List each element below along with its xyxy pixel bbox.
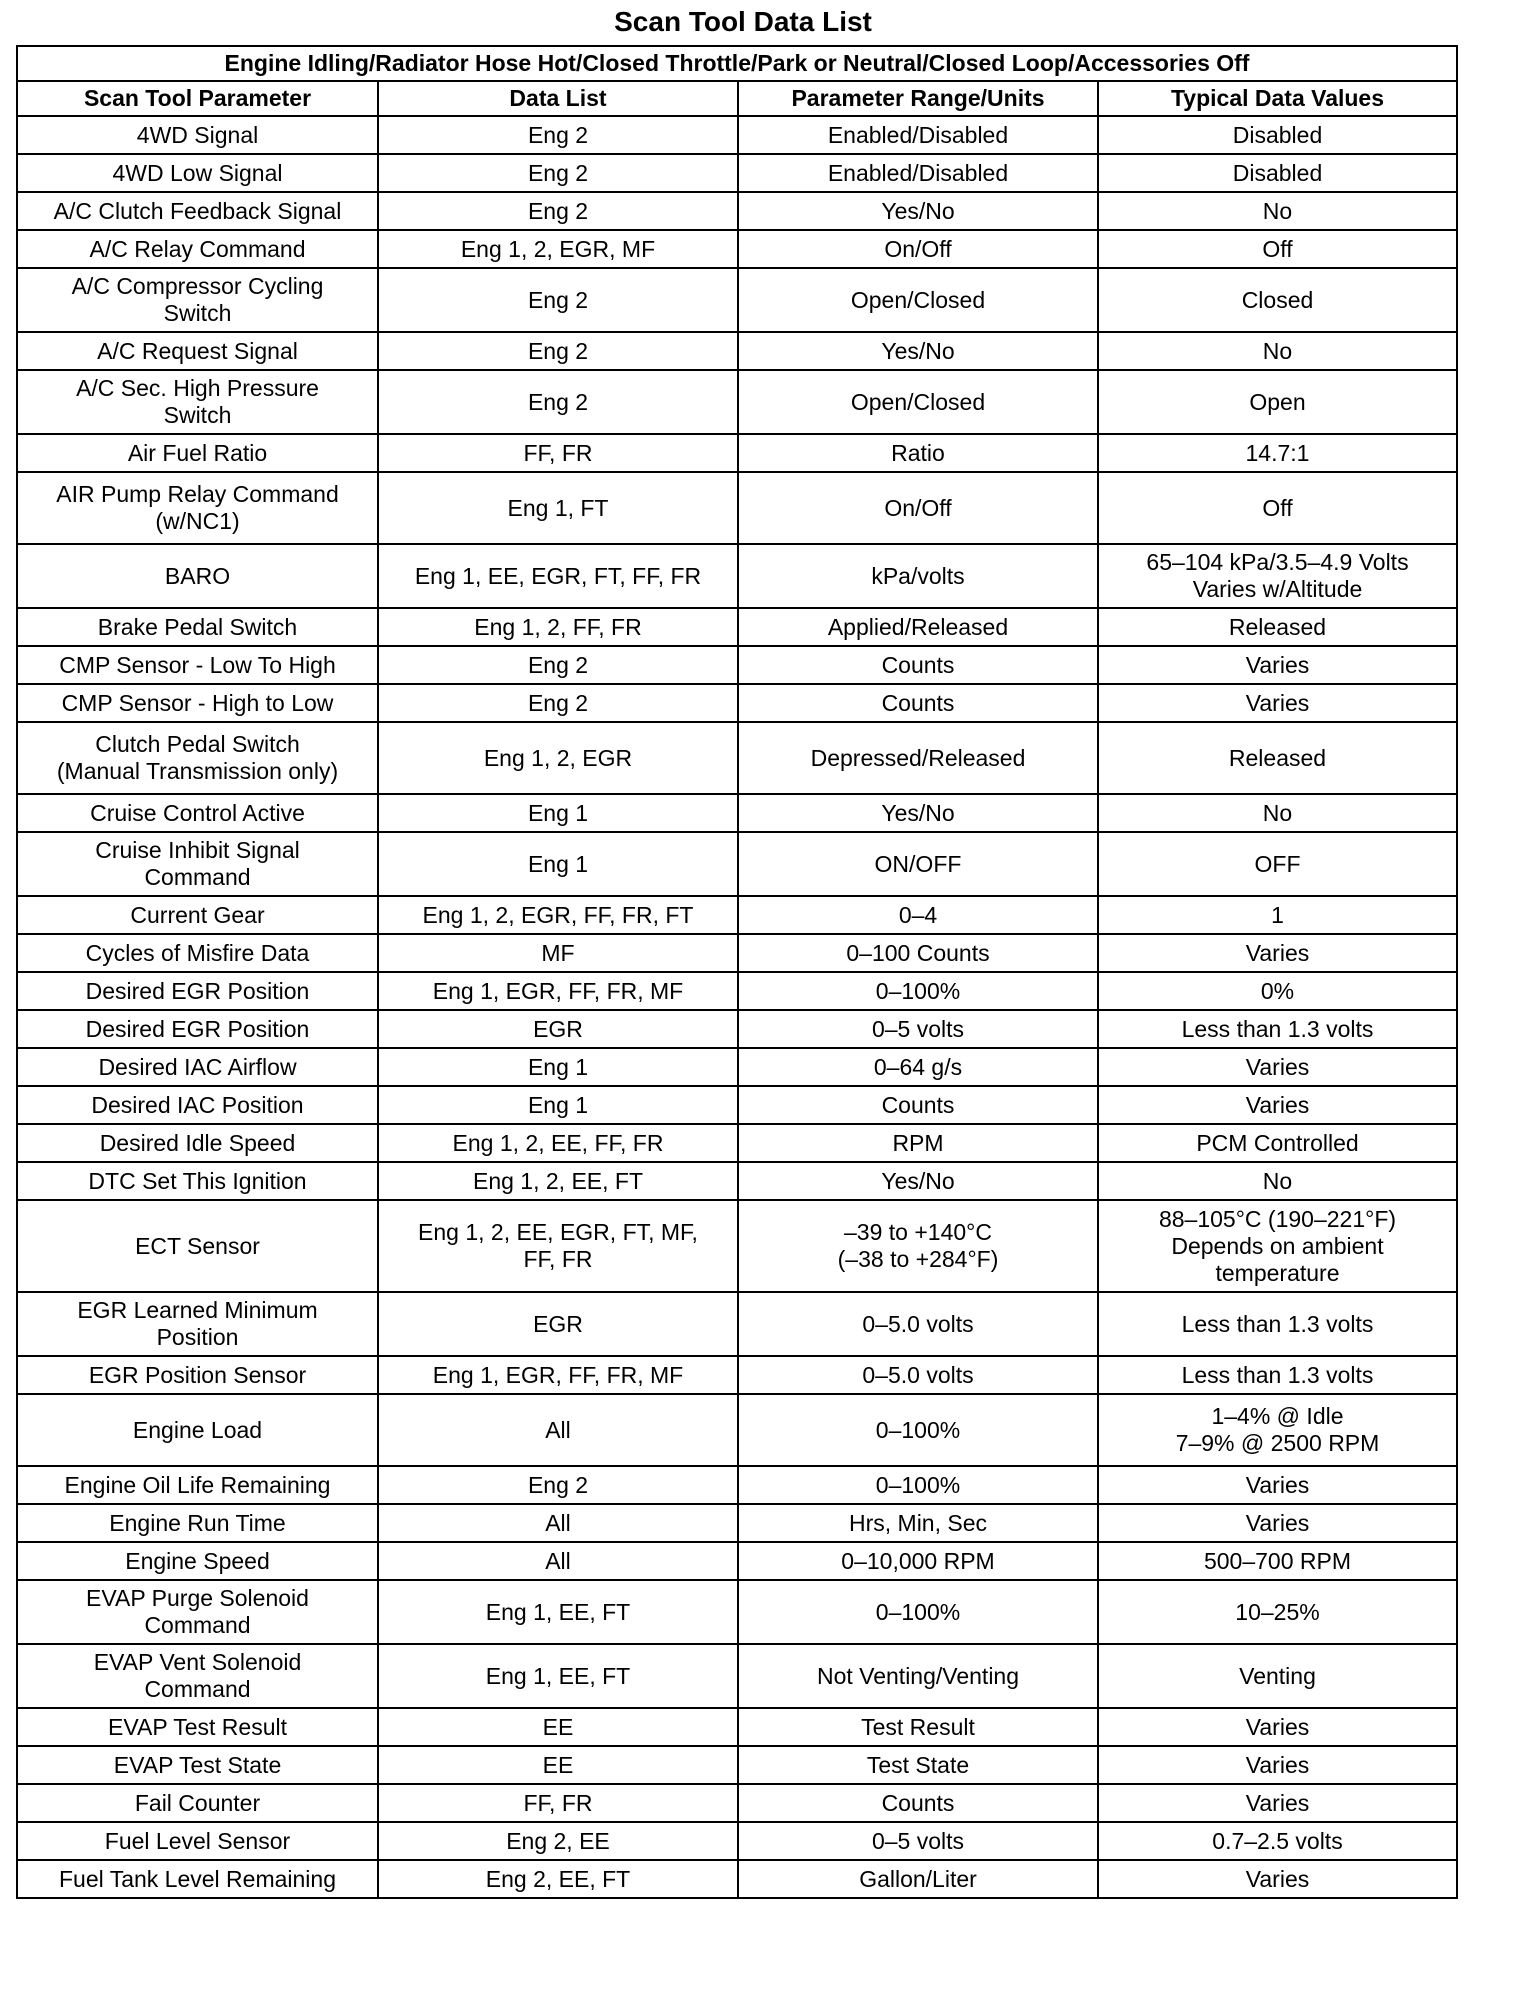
cell-data-list: Eng 1 (378, 1048, 738, 1086)
cell-typical-values: No (1098, 794, 1457, 832)
cell-range-units: Hrs, Min, Sec (738, 1504, 1098, 1542)
table-row (17, 1644, 1457, 1708)
column-header-range-units: Parameter Range/Units (738, 81, 1098, 116)
table-row (17, 1200, 1457, 1292)
table-row (17, 722, 1457, 794)
cell-data-list: Eng 1, 2, EE, EGR, FT, MF, FF, FR (378, 1200, 738, 1292)
table-row (17, 1466, 1457, 1504)
cell-parameter: Desired IAC Position (17, 1086, 378, 1124)
cell-typical-values: Off (1098, 230, 1457, 268)
table-row (17, 116, 1457, 154)
table-row (17, 684, 1457, 722)
table-row (17, 1162, 1457, 1200)
cell-typical-values: Venting (1098, 1644, 1457, 1708)
cell-parameter: Desired EGR Position (17, 1010, 378, 1048)
cell-typical-values: Varies (1098, 1708, 1457, 1746)
cell-range-units: 0–10,000 RPM (738, 1542, 1098, 1580)
table-row (17, 1086, 1457, 1124)
cell-data-list: Eng 2 (378, 646, 738, 684)
cell-data-list: Eng 1, EE, EGR, FT, FF, FR (378, 544, 738, 608)
cell-parameter: Cruise Control Active (17, 794, 378, 832)
cell-range-units: Counts (738, 1784, 1098, 1822)
cell-data-list: MF (378, 934, 738, 972)
cell-range-units: Depressed/Released (738, 722, 1098, 794)
cell-parameter: CMP Sensor - Low To High (17, 646, 378, 684)
cell-parameter: A/C Sec. High Pressure Switch (17, 370, 378, 434)
cell-data-list: Eng 2, EE (378, 1822, 738, 1860)
cell-data-list: Eng 1, 2, EE, FT (378, 1162, 738, 1200)
cell-data-list: All (378, 1394, 738, 1466)
cell-range-units: 0–64 g/s (738, 1048, 1098, 1086)
cell-typical-values: Varies (1098, 646, 1457, 684)
cell-data-list: Eng 2 (378, 116, 738, 154)
cell-range-units: Counts (738, 1086, 1098, 1124)
column-header-data-list: Data List (378, 81, 738, 116)
cell-range-units: Open/Closed (738, 268, 1098, 332)
cell-parameter: EVAP Test Result (17, 1708, 378, 1746)
cell-data-list: Eng 1, EGR, FF, FR, MF (378, 1356, 738, 1394)
cell-data-list: Eng 1, 2, EE, FF, FR (378, 1124, 738, 1162)
cell-range-units: Test State (738, 1746, 1098, 1784)
table-row (17, 1048, 1457, 1086)
cell-typical-values: Varies (1098, 1086, 1457, 1124)
table-row (17, 794, 1457, 832)
cell-data-list: Eng 1 (378, 832, 738, 896)
cell-parameter: Desired Idle Speed (17, 1124, 378, 1162)
cell-data-list: All (378, 1504, 738, 1542)
cell-data-list: EE (378, 1746, 738, 1784)
conditions-header: Engine Idling/Radiator Hose Hot/Closed Throttle/Park or Neutral/Closed Loop/Accessories Off (17, 46, 1457, 81)
cell-range-units: Enabled/Disabled (738, 116, 1098, 154)
cell-range-units: Yes/No (738, 332, 1098, 370)
table-row (17, 832, 1457, 896)
table-row (17, 1822, 1457, 1860)
cell-range-units: Yes/No (738, 192, 1098, 230)
cell-data-list: Eng 2 (378, 684, 738, 722)
cell-range-units: Enabled/Disabled (738, 154, 1098, 192)
cell-data-list: Eng 2 (378, 154, 738, 192)
cell-data-list: Eng 1, EE, FT (378, 1580, 738, 1644)
cell-data-list: All (378, 1542, 738, 1580)
cell-typical-values: No (1098, 1162, 1457, 1200)
cell-range-units: 0–4 (738, 896, 1098, 934)
cell-parameter: ECT Sensor (17, 1200, 378, 1292)
cell-data-list: Eng 1, 2, EGR, MF (378, 230, 738, 268)
cell-parameter: A/C Compressor Cycling Switch (17, 268, 378, 332)
table-row (17, 608, 1457, 646)
cell-range-units: 0–5.0 volts (738, 1292, 1098, 1356)
cell-typical-values: 0% (1098, 972, 1457, 1010)
cell-range-units: kPa/volts (738, 544, 1098, 608)
column-header-typical-values: Typical Data Values (1098, 81, 1457, 116)
cell-typical-values: Varies (1098, 1746, 1457, 1784)
cell-parameter: Fuel Level Sensor (17, 1822, 378, 1860)
cell-data-list: EGR (378, 1292, 738, 1356)
cell-typical-values: Less than 1.3 volts (1098, 1356, 1457, 1394)
cell-parameter: Clutch Pedal Switch (Manual Transmission only) (17, 722, 378, 794)
table-row (17, 896, 1457, 934)
table-row (17, 972, 1457, 1010)
cell-range-units: 0–100% (738, 1466, 1098, 1504)
cell-parameter: Current Gear (17, 896, 378, 934)
cell-typical-values: 1–4% @ Idle 7–9% @ 2500 RPM (1098, 1394, 1457, 1466)
cell-data-list: Eng 2 (378, 332, 738, 370)
cell-range-units: 0–100 Counts (738, 934, 1098, 972)
cell-range-units: 0–5 volts (738, 1010, 1098, 1048)
cell-data-list: FF, FR (378, 1784, 738, 1822)
cell-range-units: Gallon/Liter (738, 1860, 1098, 1898)
table-row (17, 472, 1457, 544)
cell-parameter: Cruise Inhibit Signal Command (17, 832, 378, 896)
cell-data-list: Eng 2, EE, FT (378, 1860, 738, 1898)
page-title: Scan Tool Data List (614, 6, 872, 37)
cell-data-list: Eng 1, FT (378, 472, 738, 544)
cell-parameter: Engine Oil Life Remaining (17, 1466, 378, 1504)
cell-typical-values: Released (1098, 722, 1457, 794)
cell-typical-values: Open (1098, 370, 1457, 434)
cell-typical-values: 10–25% (1098, 1580, 1457, 1644)
cell-parameter: Fail Counter (17, 1784, 378, 1822)
cell-parameter: EVAP Purge Solenoid Command (17, 1580, 378, 1644)
table-row (17, 332, 1457, 370)
table-row (17, 370, 1457, 434)
cell-data-list: Eng 1, EGR, FF, FR, MF (378, 972, 738, 1010)
table-row (17, 1746, 1457, 1784)
cell-typical-values: Closed (1098, 268, 1457, 332)
cell-typical-values: Varies (1098, 1860, 1457, 1898)
cell-range-units: Ratio (738, 434, 1098, 472)
cell-typical-values: Disabled (1098, 116, 1457, 154)
cell-range-units: 0–5.0 volts (738, 1356, 1098, 1394)
table-row (17, 934, 1457, 972)
cell-parameter: EVAP Vent Solenoid Command (17, 1644, 378, 1708)
cell-range-units: 0–5 volts (738, 1822, 1098, 1860)
table-row (17, 1394, 1457, 1466)
cell-typical-values: Less than 1.3 volts (1098, 1292, 1457, 1356)
table-row (17, 1504, 1457, 1542)
cell-typical-values: 1 (1098, 896, 1457, 934)
cell-range-units: RPM (738, 1124, 1098, 1162)
cell-typical-values: Varies (1098, 1784, 1457, 1822)
cell-range-units: Counts (738, 684, 1098, 722)
table-row (17, 192, 1457, 230)
cell-range-units: Test Result (738, 1708, 1098, 1746)
cell-parameter: 4WD Signal (17, 116, 378, 154)
cell-typical-values: 500–700 RPM (1098, 1542, 1457, 1580)
cell-typical-values: 65–104 kPa/3.5–4.9 Volts Varies w/Altitude (1098, 544, 1457, 608)
cell-parameter: Fuel Tank Level Remaining (17, 1860, 378, 1898)
table-row (17, 1784, 1457, 1822)
cell-typical-values: Less than 1.3 volts (1098, 1010, 1457, 1048)
cell-range-units: 0–100% (738, 1580, 1098, 1644)
table-row (17, 268, 1457, 332)
cell-parameter: Engine Run Time (17, 1504, 378, 1542)
cell-range-units: Applied/Released (738, 608, 1098, 646)
cell-data-list: Eng 2 (378, 370, 738, 434)
cell-typical-values: No (1098, 332, 1457, 370)
cell-parameter: EVAP Test State (17, 1746, 378, 1784)
cell-range-units: Counts (738, 646, 1098, 684)
column-header-row (17, 81, 1457, 116)
cell-typical-values: 0.7–2.5 volts (1098, 1822, 1457, 1860)
cell-data-list: Eng 1, 2, FF, FR (378, 608, 738, 646)
cell-data-list: EGR (378, 1010, 738, 1048)
cell-typical-values: Disabled (1098, 154, 1457, 192)
cell-typical-values: 88–105°C (190–221°F) Depends on ambient temperature (1098, 1200, 1457, 1292)
cell-data-list: Eng 1, EE, FT (378, 1644, 738, 1708)
table-row (17, 230, 1457, 268)
cell-parameter: A/C Clutch Feedback Signal (17, 192, 378, 230)
table-row (17, 434, 1457, 472)
cell-range-units: Yes/No (738, 794, 1098, 832)
table-row (17, 1860, 1457, 1898)
cell-typical-values: No (1098, 192, 1457, 230)
cell-parameter: Cycles of Misfire Data (17, 934, 378, 972)
cell-typical-values: Varies (1098, 1466, 1457, 1504)
column-header-parameter: Scan Tool Parameter (17, 81, 378, 116)
cell-parameter: DTC Set This Ignition (17, 1162, 378, 1200)
cell-parameter: A/C Relay Command (17, 230, 378, 268)
cell-typical-values: 14.7:1 (1098, 434, 1457, 472)
cell-data-list: Eng 1, 2, EGR, FF, FR, FT (378, 896, 738, 934)
cell-typical-values: PCM Controlled (1098, 1124, 1457, 1162)
cell-data-list: Eng 1, 2, EGR (378, 722, 738, 794)
cell-parameter: Engine Load (17, 1394, 378, 1466)
table-row (17, 544, 1457, 608)
cell-typical-values: Varies (1098, 684, 1457, 722)
table-row (17, 1292, 1457, 1356)
cell-data-list: Eng 1 (378, 1086, 738, 1124)
cell-parameter: Air Fuel Ratio (17, 434, 378, 472)
cell-range-units: Yes/No (738, 1162, 1098, 1200)
cell-typical-values: Varies (1098, 1504, 1457, 1542)
cell-range-units: –39 to +140°C (–38 to +284°F) (738, 1200, 1098, 1292)
cell-parameter: EGR Position Sensor (17, 1356, 378, 1394)
table-row (17, 1010, 1457, 1048)
table-row (17, 1708, 1457, 1746)
table-row (17, 154, 1457, 192)
cell-typical-values: OFF (1098, 832, 1457, 896)
cell-range-units: Open/Closed (738, 370, 1098, 434)
table-row (17, 1124, 1457, 1162)
cell-range-units: On/Off (738, 230, 1098, 268)
cell-range-units: 0–100% (738, 972, 1098, 1010)
cell-data-list: FF, FR (378, 434, 738, 472)
cell-typical-values: Released (1098, 608, 1457, 646)
cell-typical-values: Off (1098, 472, 1457, 544)
cell-parameter: Engine Speed (17, 1542, 378, 1580)
table-row (17, 1580, 1457, 1644)
cell-data-list: Eng 1 (378, 794, 738, 832)
scan-tool-data-table (16, 45, 1458, 1899)
cell-parameter: Desired IAC Airflow (17, 1048, 378, 1086)
cell-parameter: Desired EGR Position (17, 972, 378, 1010)
table-row (17, 1542, 1457, 1580)
cell-parameter: CMP Sensor - High to Low (17, 684, 378, 722)
cell-typical-values: Varies (1098, 934, 1457, 972)
cell-range-units: Not Venting/Venting (738, 1644, 1098, 1708)
cell-parameter: A/C Request Signal (17, 332, 378, 370)
cell-typical-values: Varies (1098, 1048, 1457, 1086)
cell-parameter: AIR Pump Relay Command (w/NC1) (17, 472, 378, 544)
table-row (17, 646, 1457, 684)
cell-parameter: Brake Pedal Switch (17, 608, 378, 646)
cell-range-units: ON/OFF (738, 832, 1098, 896)
cell-range-units: On/Off (738, 472, 1098, 544)
cell-range-units: 0–100% (738, 1394, 1098, 1466)
table-row (17, 1356, 1457, 1394)
cell-data-list: Eng 2 (378, 268, 738, 332)
table-body (17, 116, 1457, 1898)
cell-parameter: EGR Learned Minimum Position (17, 1292, 378, 1356)
cell-data-list: EE (378, 1708, 738, 1746)
cell-data-list: Eng 2 (378, 1466, 738, 1504)
cell-parameter: BARO (17, 544, 378, 608)
cell-parameter: 4WD Low Signal (17, 154, 378, 192)
cell-data-list: Eng 2 (378, 192, 738, 230)
